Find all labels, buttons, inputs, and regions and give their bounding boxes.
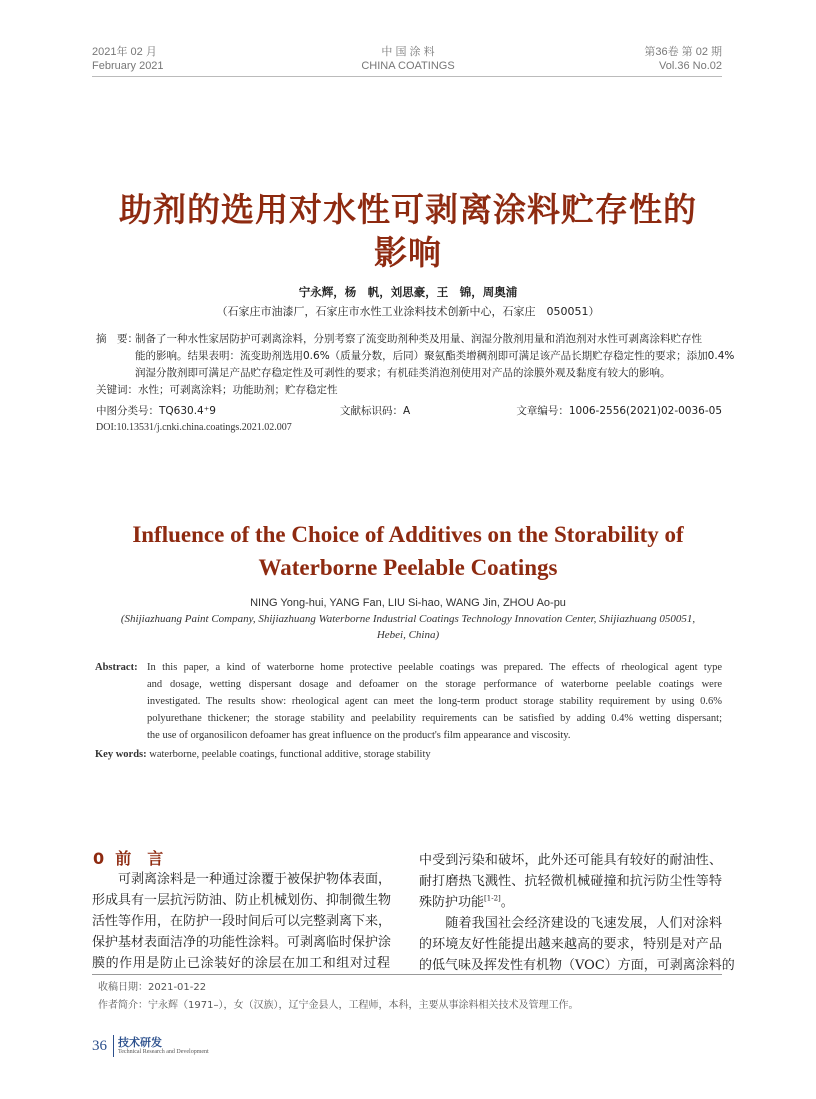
section-title: 前 言 (115, 849, 164, 868)
affiliation-cn: （石家庄市油漆厂，石家庄市水性工业涂料技术创新中心，石家庄 050051） (216, 305, 600, 318)
footer-column-en: Technical Research and Development (118, 1049, 209, 1055)
abstract-en-line: In this paper, a kind of waterborne home protective peelable coatings was prepared. The effects of rheological agent type (147, 662, 722, 673)
abstract-cn-line: 制备了一种水性家居防护可剥离涂料，分别考察了流变助剂种类及用量、润湿分散剂用量和消泡剂对水性可剥离涂料贮存性 (135, 333, 702, 345)
footer-column-cn: 技术研发 (118, 1036, 162, 1049)
section-number: 0 (93, 849, 105, 868)
body-line: 耐打磨热飞溅性、抗轻微机械碰撞和抗污防尘性等特 (419, 874, 722, 889)
header-date-en: February 2021 (92, 60, 164, 72)
abstract-en-line: investigated. The results show: rheological agent can meet the long-term product storage stability requirement by using 0.6% (147, 696, 722, 707)
affiliation-en-line1: (Shijiazhuang Paint Company, Shijiazhuang Waterborne Industrial Coatings Technology Innovation Center, Shijiazhuang 050051, (120, 613, 696, 625)
body-line: 形成具有一层抗污防油、防止机械划伤、抑制微生物 (92, 893, 392, 908)
footer-divider (113, 1035, 114, 1057)
body-line: 可剥离涂料是一种通过涂覆于被保护物体表面， (92, 872, 392, 887)
body-line (419, 891, 514, 910)
body-line: 的低气味及挥发性有机物（VOC）方面，可剥离涂料的 (419, 958, 735, 973)
footnote-rule (92, 974, 722, 975)
body-line: 中受到污染和破坏，此外还可能具有较好的耐油性、 (419, 853, 722, 868)
footnote-author-bio: 作者简介：宁永辉（1971–），女（汉族），辽宁金县人，工程师，本科，主要从事涂料相关技术及管理工作。 (98, 1000, 579, 1011)
doi[interactable]: DOI:10.13531/j.cnki.china.coatings.2021.02.007 (96, 422, 292, 433)
classification: 中图分类号：TQ630.4⁺9 (96, 405, 216, 417)
keywords-en-label: Key words: (95, 749, 147, 760)
title-en-line2: Waterborne Peelable Coatings (258, 555, 558, 580)
abstract-en-line: the use of organosilicon defoamer has great influence on the product's film appearance and viscosity. (147, 730, 571, 741)
body-line: 膜的作用是防止已涂装好的涂层在加工和组对过程 (92, 956, 390, 971)
header-journal-en: CHINA COATINGS (361, 60, 455, 72)
abstract-en-line: polyurethane thickener; the storage stability and peelability requirements can be satisfied by adding 0.4% wetting dispersant; (147, 713, 722, 724)
abstract-en-line: and dosage, wetting dispersant dosage and defoamer on the storage performance of waterborne peelable coatings were (147, 679, 722, 690)
section-heading (93, 846, 163, 869)
keywords-en (95, 749, 431, 760)
title-en-line1: Influence of the Choice of Additives on the Storability of (132, 522, 684, 547)
body-line: 的环境友好性能提出越来越高的要求，特别是对产品 (419, 937, 722, 952)
body-text: 。 (500, 895, 514, 910)
abstract-cn-label: 摘 要： (96, 333, 138, 345)
body-line: 保护基材表面洁净的功能性涂料。可剥离临时保护涂 (92, 935, 392, 950)
header-journal-cn: 中 国 涂 料 (381, 46, 435, 58)
document-code: 文献标识码：A (340, 405, 411, 417)
header-volume-en: Vol.36 No.02 (659, 60, 722, 72)
affiliation-en-line2: Hebei, China) (376, 629, 440, 641)
abstract-en-label: Abstract: (95, 662, 138, 673)
body-text: 殊防护功能 (419, 895, 485, 910)
keywords-cn-text: 水性；可剥离涂料；功能助剂；贮存稳定性 (138, 384, 338, 396)
authors-cn: 宁永辉，杨 帆，刘思豪，王 锦，周奥浦 (298, 285, 518, 299)
abstract-cn-line: 润湿分散剂即可满足产品贮存稳定性及可剥性的要求；有机硅类消泡剂使用对产品的涂膜外观及黏度有较大的影响。 (135, 367, 671, 379)
body-line: 活性等作用，在防护一段时间后可以完整剥离下来， (92, 914, 392, 929)
body-line: 随着我国社会经济建设的飞速发展，人们对涂料 (419, 916, 722, 931)
abstract-cn-line: 能的影响。结果表明：流变助剂选用0.6%（质量分数，后同）聚氨酯类增稠剂即可满足该产品长期贮存稳定性的要求；添加0.4% (135, 350, 735, 362)
keywords-cn-label: 关键词： (96, 384, 138, 396)
title-cn-line1: 助剂的选用对水性可剥离涂料贮存性的 (119, 190, 697, 229)
keywords-cn (96, 382, 338, 397)
citation[interactable]: [1-2] (484, 894, 501, 903)
article-number: 文章编号：1006-2556(2021)02-0036-05 (516, 405, 722, 417)
footnote-received: 收稿日期：2021-01-22 (98, 982, 207, 993)
header-volume-cn: 第36卷 第 02 期 (644, 46, 722, 58)
title-cn-line2: 影响 (374, 233, 442, 272)
header-date-cn: 2021年 02 月 (92, 46, 157, 58)
page-number: 36 (92, 1038, 107, 1054)
keywords-en-text: waterborne, peelable coatings, functional additive, storage stability (149, 749, 431, 760)
header-rule (92, 76, 722, 77)
authors-en: NING Yong-hui, YANG Fan, LIU Si-hao, WANG Jin, ZHOU Ao-pu (250, 597, 566, 609)
